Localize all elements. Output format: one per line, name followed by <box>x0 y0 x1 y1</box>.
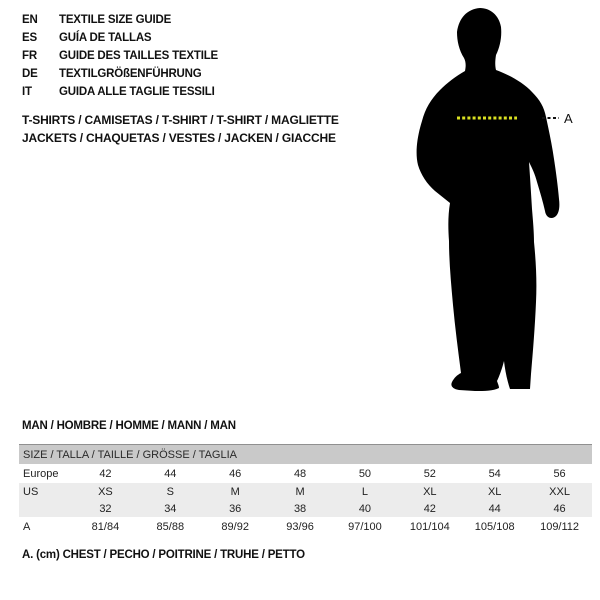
row-label: US <box>23 485 39 498</box>
row-label: Europe <box>23 467 59 480</box>
size-cell: 109/112 <box>540 521 580 533</box>
man-silhouette-figure <box>395 5 595 395</box>
lang-label: GUIDE DES TAILLES TEXTILE <box>59 50 218 62</box>
size-cell: M <box>295 485 305 498</box>
size-cell: 54 <box>488 467 501 480</box>
lang-label: GUIDA ALLE TAGLIE TESSILI <box>59 86 215 98</box>
measure-label-a: A <box>564 111 573 126</box>
size-cell: XS <box>98 485 113 498</box>
lang-code: EN <box>22 14 38 26</box>
lang-code: ES <box>22 32 37 44</box>
row-label: A <box>23 521 31 533</box>
table-row-us-numbers <box>19 500 592 517</box>
size-cell: 97/100 <box>348 521 382 533</box>
lang-row-fr <box>22 47 218 65</box>
size-cell: 42 <box>423 502 436 515</box>
lang-code: DE <box>22 68 38 80</box>
size-cell: XXL <box>549 485 570 498</box>
size-cell: 89/92 <box>221 521 249 533</box>
size-cell: 48 <box>293 467 307 480</box>
size-cell: 56 <box>553 467 566 480</box>
category-jackets: JACKETS / CHAQUETAS / VESTES / JACKEN / GIACCHE <box>22 131 336 145</box>
size-cell: 42 <box>99 467 112 480</box>
table-band-us <box>19 483 592 517</box>
size-cell: 93/96 <box>286 521 314 533</box>
size-cell: 38 <box>293 502 307 515</box>
size-table-header: SIZE / TALLA / TAILLE / GRÖSSE / TAGLIA <box>23 448 237 461</box>
lang-label: TEXTILE SIZE GUIDE <box>59 14 172 26</box>
table-row-chest <box>19 517 592 537</box>
lang-row-de <box>22 65 218 83</box>
size-cell: 50 <box>358 467 372 480</box>
size-cell: 85/88 <box>156 521 185 533</box>
size-cell: S <box>166 485 174 498</box>
size-cell: 34 <box>164 502 177 515</box>
language-list <box>22 11 218 101</box>
size-cell: 52 <box>423 467 436 480</box>
lang-code: IT <box>22 86 32 98</box>
size-cell: 36 <box>229 502 242 515</box>
size-cell: 44 <box>164 467 177 480</box>
size-cell: 44 <box>488 502 501 515</box>
lang-label: GUÍA DE TALLAS <box>59 32 152 44</box>
lang-row-es <box>22 29 218 47</box>
size-cell: XL <box>487 485 502 498</box>
size-cell: 101/104 <box>409 521 450 533</box>
size-cell: L <box>361 485 368 498</box>
measurement-footnote: A. (cm) CHEST / PECHO / POITRINE / TRUHE / PETTO <box>22 549 305 561</box>
table-row-us-letters <box>19 483 592 500</box>
lang-row-en <box>22 11 218 29</box>
size-cell: M <box>230 485 240 498</box>
table-row-europe <box>19 464 592 483</box>
size-cell: 46 <box>553 502 566 515</box>
size-cell: 81/84 <box>91 521 120 533</box>
lang-label: TEXTILGRÖßENFÜHRUNG <box>59 68 202 80</box>
size-cell: 40 <box>358 502 372 515</box>
lang-row-it <box>22 83 218 101</box>
size-cell: XL <box>423 485 437 498</box>
section-title-man: MAN / HOMBRE / HOMME / MANN / MAN <box>22 420 236 432</box>
size-table <box>19 444 592 537</box>
size-cell: 46 <box>229 467 242 480</box>
size-table-header-row <box>19 445 592 464</box>
garment-categories <box>22 111 339 147</box>
category-tshirts: T-SHIRTS / CAMISETAS / T-SHIRT / T-SHIRT / MAGLIETTE <box>22 113 339 127</box>
lang-code: FR <box>22 50 37 62</box>
size-cell: 105/108 <box>474 521 515 533</box>
size-cell: 32 <box>99 502 112 515</box>
man-silhouette <box>417 8 560 391</box>
